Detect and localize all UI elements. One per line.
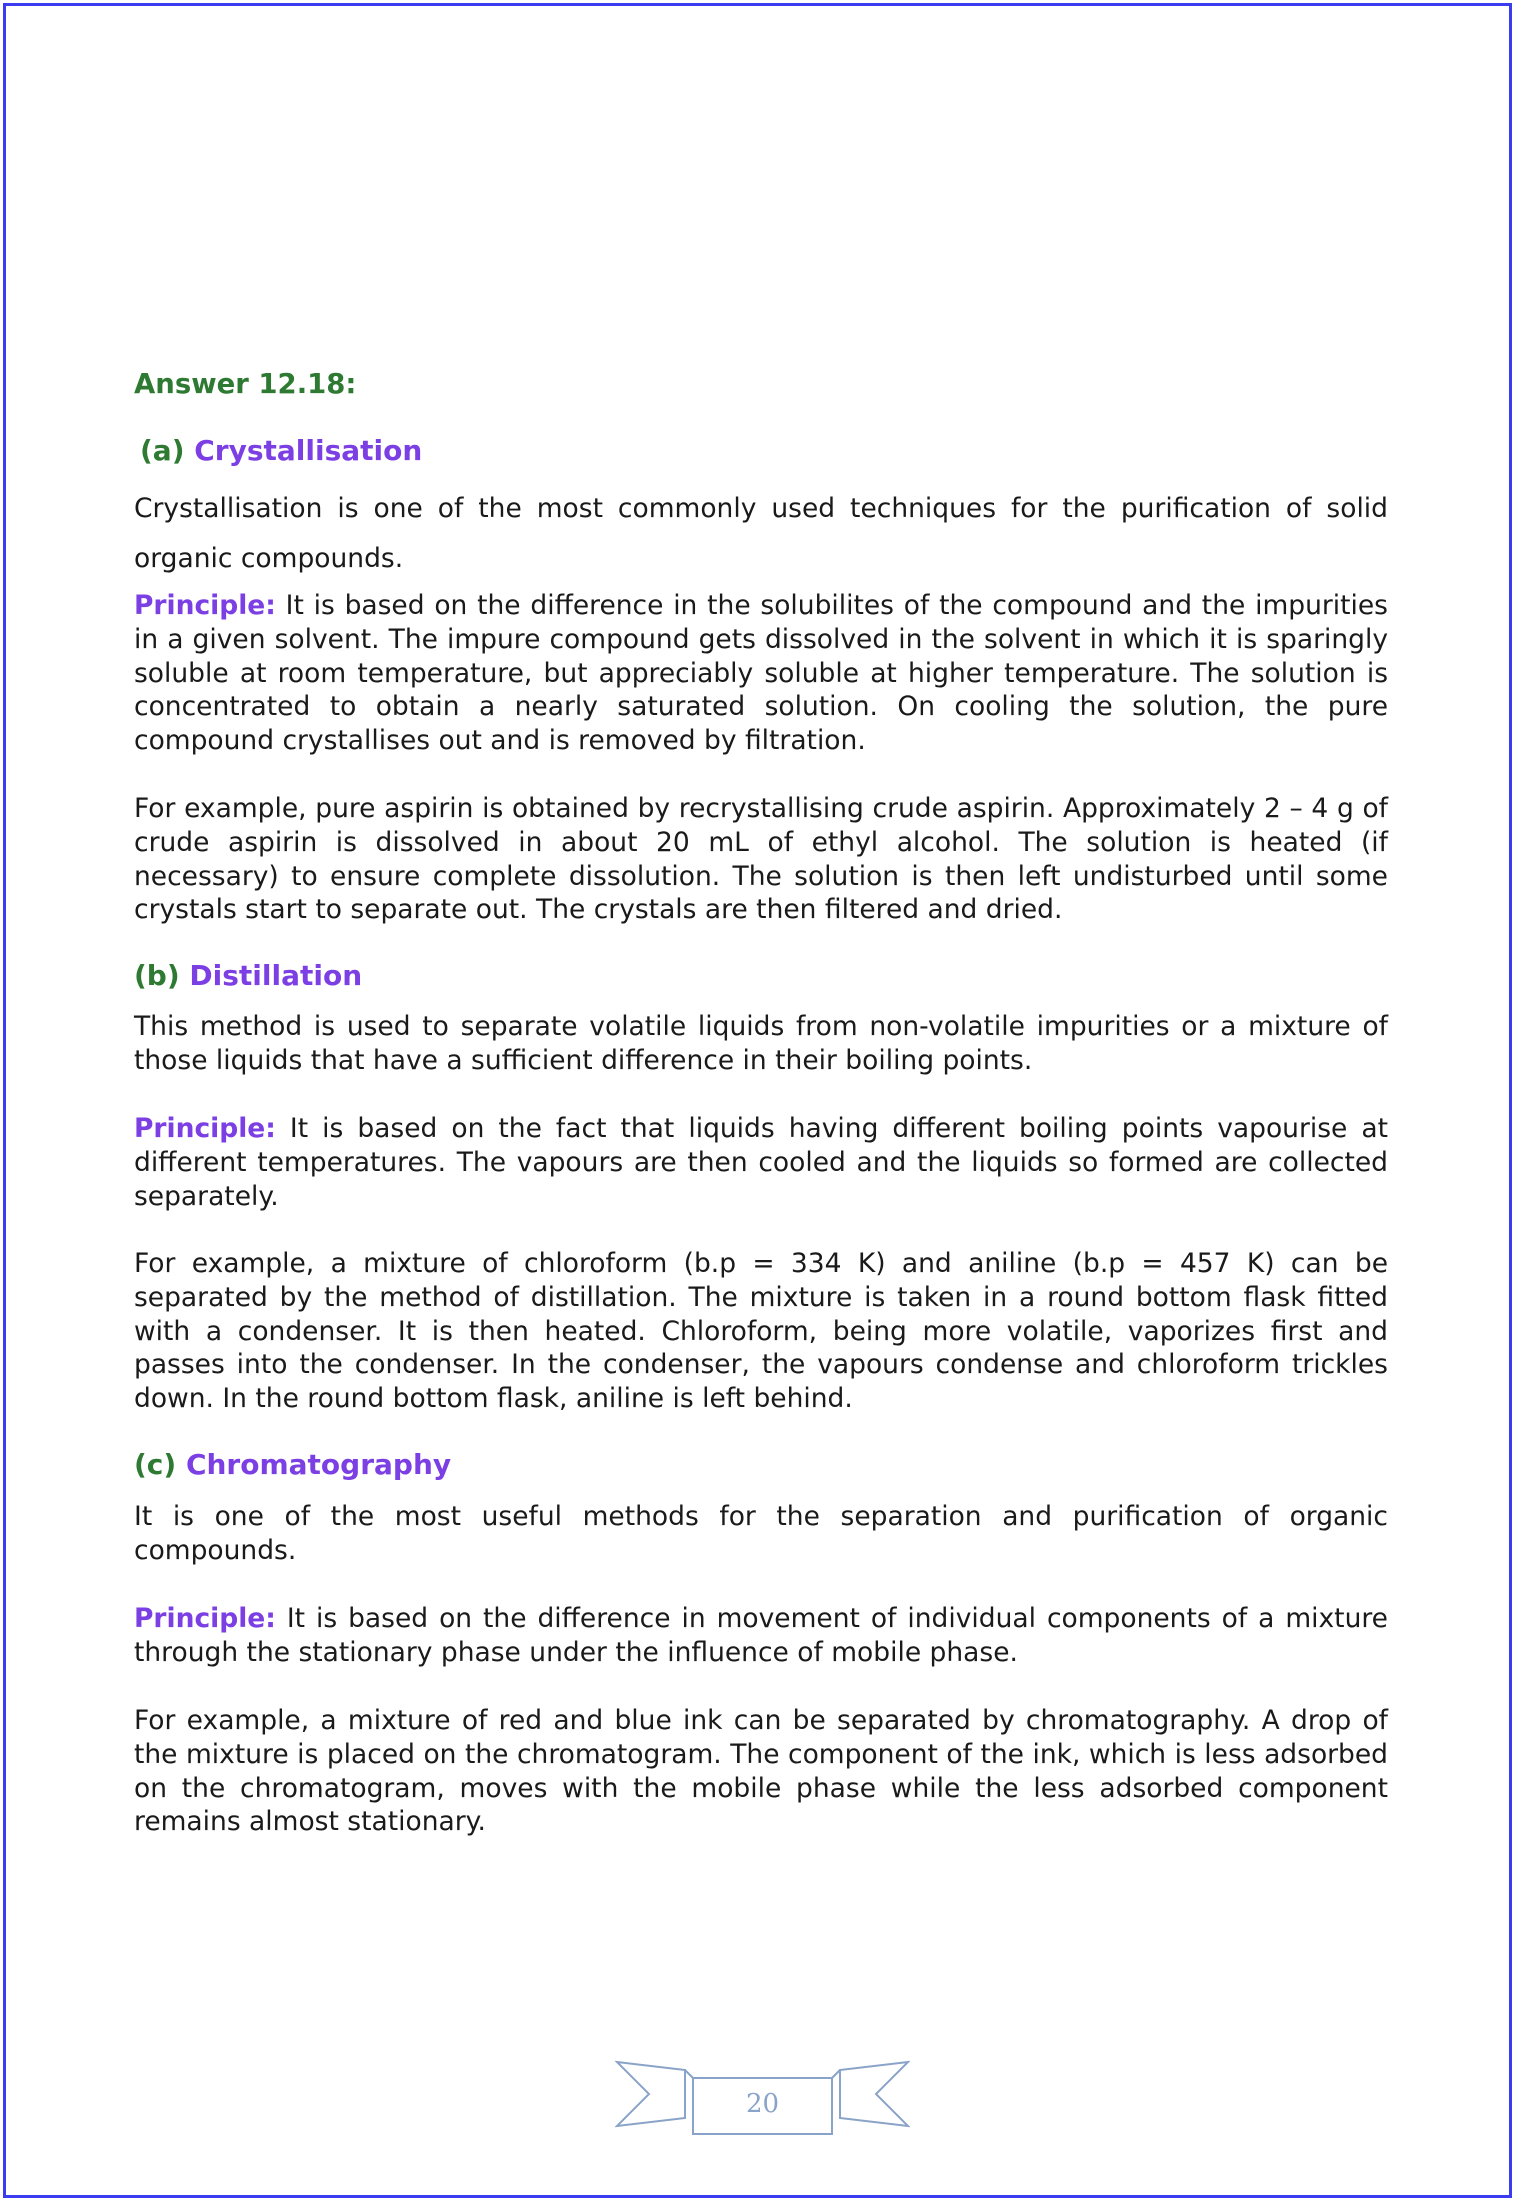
section-b-principle: [134, 1112, 1388, 1213]
section-c-example: For example, a mixture of red and blue ink can be separated by chromatography. A drop of the mixture is placed on the chromatogram. The component of the ink, which is less adsorbed on the chromatogram, moves with the mobile phase while the less adsorbed component remains almost stationary.: [134, 1705, 1388, 1838]
page-number-ribbon: [615, 2050, 910, 2140]
section-a-example: For example, pure aspirin is obtained by recrystallising crude aspirin. Approximately 2 – 4 g of crude aspirin is dissolved in about 20 mL of ethyl alcohol. The solution is heated (if necessary) to ensure complete dissolution. The solution is then left undisturbed until some crystals start to separate out. The crystals are then filtered and dried.: [134, 793, 1388, 926]
section-c-principle: [134, 1602, 1388, 1670]
section-a-principle-text: It is based on the difference in the solubilites of the compound and the impurities in a given solvent. The impure compound gets dissolved in the solvent in which it is sparingly soluble at room temperature, but appreciably soluble at higher temperature. The solution is concentrated to obtain a nearly saturated solution. On cooling the solution, the pure compound crystallises out and is removed by filtration.: [134, 590, 1388, 757]
section-a-heading: [140, 434, 1394, 467]
section-b-title: Distillation: [189, 959, 363, 992]
page-number: 20: [745, 2089, 780, 2119]
answer-heading: Answer 12.18:: [134, 368, 357, 400]
section-a-intro: Crystallisation is one of the most commonly used techniques for the purification of solid organic compounds.: [134, 493, 1388, 574]
section-a-principle-label: Principle:: [134, 590, 276, 621]
section-c-label: (c): [134, 1448, 177, 1481]
section-b-principle-label: Principle:: [134, 1113, 276, 1144]
page-border: [3, 3, 1512, 2198]
section-c-principle-label: Principle:: [134, 1603, 276, 1634]
section-c-title: Chromatography: [185, 1448, 452, 1481]
section-b-intro: This method is used to separate volatile liquids from non-volatile impurities or a mixture of those liquids that have a sufficient difference in their boiling points.: [134, 1011, 1388, 1076]
section-b-label: (b): [134, 959, 180, 992]
section-c-heading: [134, 1448, 1388, 1481]
section-c-intro: It is one of the most useful methods for the separation and purification of organic compounds.: [134, 1501, 1388, 1566]
section-b-principle-text: It is based on the fact that liquids having different boiling points vapourise at different temperatures. The vapours are then cooled and the liquids so formed are collected separately.: [134, 1113, 1388, 1212]
section-a-title: Crystallisation: [194, 434, 423, 467]
section-a-label: (a): [140, 434, 185, 467]
section-c-principle-text: It is based on the difference in movement of individual components of a mixture through the stationary phase under the influence of mobile phase.: [134, 1603, 1388, 1668]
section-a-principle: [134, 589, 1388, 758]
section-b-heading: [134, 959, 1388, 992]
section-b-example: For example, a mixture of chloroform (b.p = 334 K) and aniline (b.p = 457 K) can be separated by the method of distillation. The mixture is taken in a round bottom flask fitted with a condenser. It is then heated. Chloroform, being more volatile, vaporizes first and passes into the condenser. In the condenser, the vapours condense and chloroform trickles down. In the round bottom flask, aniline is left behind.: [134, 1248, 1388, 1415]
